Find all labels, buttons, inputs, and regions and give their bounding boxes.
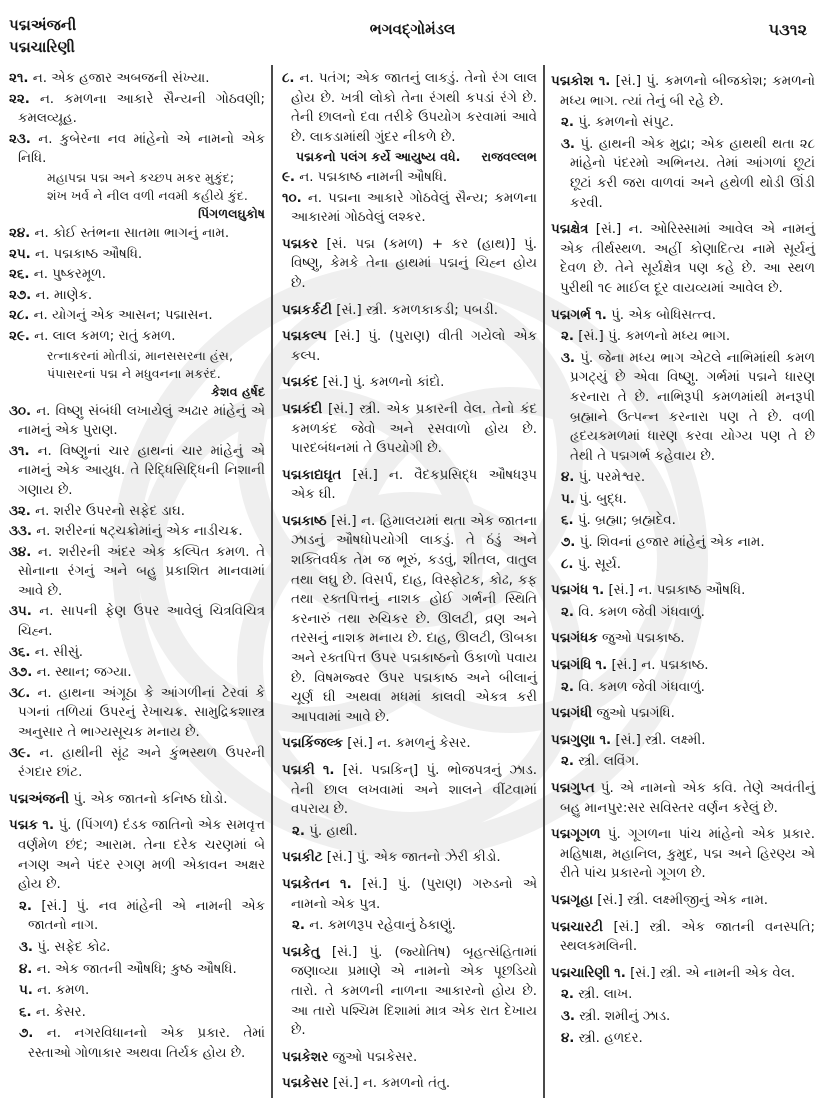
dictionary-entry: [282, 875, 537, 914]
sub-sense: [561, 1007, 815, 1027]
definition: પું. હાથની એક મુદ્રા; એક હાથથી થતા ૨૮ માંહેનો પંદરમો અભિનય. તેમાં આંગળાં છૂટાં છૂટાં કરી જરા વાળવાં અને હથેળી થોડી ઊંડી કરવી.: [570, 136, 815, 211]
definition: ન. કોઈ સ્તંભના સાતમા ભાગનું નામ.: [34, 225, 230, 241]
dictionary-entry: [282, 734, 537, 754]
headword: પદ્મચારિણી: [551, 965, 610, 981]
definition: [સં.] સ્ત્રી. એક પ્રકારની વેલ. તેનો કંદ કમળકંદ જેવો અને રસવાળો હોય છે. પારદબંધનમાં તે ઉપયોગી છે.: [291, 401, 537, 457]
sense-number: ૧.: [595, 658, 608, 674]
dictionary-entry: [282, 327, 537, 366]
definition: ન. પદ્મકાષ્ઠ ઔષધિ.: [35, 246, 143, 262]
sub-sense: [19, 938, 265, 958]
headword: પદ્મકેસર: [282, 1076, 329, 1092]
headword: પદ્મકાષ્ઠ: [282, 513, 327, 529]
sense-number: ૨.: [561, 604, 574, 620]
sense-number: ૧૦.: [282, 190, 302, 206]
definition: ન. હાથના અંગૂઠા કે આંગળીનાં ટેરવાં કે પગનાં તળિયાં ઉપરનું રેખાચક્ર. સામુદ્રિકશાસ્ત્ર અનુસાર તે ભાગ્યસૂચક મનાય છે.: [18, 685, 265, 741]
quote-attribution: પિંગળલઘુકોષ: [198, 205, 265, 221]
sub-sense: [19, 1003, 265, 1023]
headword: પદ્મકેશર: [282, 1049, 329, 1065]
verse-quote: રત્નાકરનાં મોતીડાં, માનસસરના હંસ,: [47, 347, 234, 363]
sense-number: ૫.: [561, 491, 575, 507]
definition: પું. બ્રહ્મા; બ્રહ્મદેવ.: [577, 513, 676, 529]
sense: [282, 189, 537, 228]
sub-sense: [19, 960, 265, 980]
definition: પું. (પિંગળ) દંડક જાતિનો એક સમવૃત્ત વર્ણમેળ છંદ; આરામ. તેના દરેક ચરણમાં બે નગણ અને પંદર રગણ મળી એકાવન અક્ષર હોય છે.: [18, 818, 265, 893]
sense-number: ૭.: [19, 1026, 34, 1042]
dictionary-entry: [282, 466, 537, 505]
dictionary-entry: [282, 761, 537, 820]
definition: [સં.] ન. વૈદકપ્રસિદ્ધ ઔષધરૂપ એક ઘી.: [291, 467, 537, 503]
definition: [સં.] પું. (જ્યોતિષ) બૃહત્સંહિતામાં જણાવ્યા પ્રમાણે એ નામનો એક પૂછડિયો તારો. તે કમળની નાળના આકારનો હોય છે. આ તારો પશ્ચિમ દિશામાં માત્ર એક રાત દેખાય છે.: [291, 944, 537, 1039]
sense: [9, 744, 265, 783]
sense-number: ૪.: [19, 961, 33, 977]
definition: [સં.] ન. કમળનો તંતુ.: [332, 1076, 451, 1092]
sense-number: ૧.: [322, 763, 335, 778]
definition: પું. એક બોધિસત્ત્વ.: [611, 307, 716, 323]
definition: પું. સૂર્ય.: [577, 556, 621, 572]
headword: પદ્મકેતુ: [282, 944, 320, 960]
sense-number: ૨૪.: [9, 225, 31, 241]
definition: ન. યોગનું એક આસન; પદ્માસન.: [33, 308, 213, 324]
headword: પદ્મગૂગળ: [551, 827, 601, 843]
definition: પું. ગૂગળના પાંચ માંહેનો એક પ્રકાર. મહિષાક્ષ, મહાનિલ, કુમુદ, પદ્મ અને હિરણ્ય એ રીતે પાંચ પ્રકારનો ગૂગળ છે.: [560, 827, 815, 882]
sub-sense: [561, 1029, 815, 1049]
sub-sense: [561, 511, 815, 531]
definition: ન. હાથીની સૂંઢ અને કુંભસ્થળ ઉપરની રંગદાર છાંટ.: [18, 745, 265, 781]
definition: [સં.] સ્ત્રી. લક્ષ્મી.: [615, 732, 706, 748]
definition: [સં.] સ્ત્રી. કમળકાકડી; પબડી.: [336, 302, 498, 318]
sense: [9, 224, 265, 244]
definition: [સં.] પું. એક જાતનો ઝેરી કીડો.: [326, 850, 501, 866]
dictionary-entry: [282, 301, 537, 321]
definition: ન. પદ્મકાષ્ઠ નામની ઔષધિ.: [299, 169, 448, 185]
dictionary-entry: [551, 731, 815, 751]
headword: પદ્મક: [9, 818, 38, 834]
sense-number: ૧.: [340, 876, 352, 892]
sense-number: ૩૫.: [9, 604, 32, 620]
definition: [સં.] પું. કમળનો કાંદો.: [322, 375, 445, 391]
dictionary-entry: [551, 918, 815, 957]
dictionary-entry: [282, 235, 537, 294]
definition: ન. એક જાતની ઔષધિ; કુષ્ઠ ઔષધિ.: [36, 961, 237, 977]
sub-sense: [19, 897, 265, 936]
sense-number: ૨૧.: [9, 71, 29, 86]
definition: ન. પતંગ; એક જાતનું લાકડું. તેનો રંગ લાલ હોય છે. ખત્રી લોકો તેના રંગથી કપડાં રંગે છે. તેની છાલનો દવા તરીકે ઉપયોગ કરવામાં આવે છે. લાકડામાંથી ગુંદર નીકળે છે.: [291, 71, 537, 145]
definition: સ્ત્રી. લાખ.: [578, 987, 633, 1003]
guide-word-first: પદ્મઅંજની: [9, 16, 77, 34]
sense-number: ૨.: [292, 918, 305, 934]
sense-number: ૧.: [598, 74, 611, 89]
sub-sense: [561, 752, 815, 772]
definition: પું. સફેદ કોઢ.: [37, 939, 111, 955]
sense-number: ૩૨.: [9, 503, 31, 519]
sense-number: ૩૬.: [9, 644, 31, 660]
dictionary-entry: [551, 825, 815, 884]
sense-number: ૪.: [561, 470, 575, 486]
dictionary-entry: [551, 306, 815, 326]
definition: [સં.] સ્ત્રી. એ નામની એક વેલ.: [630, 965, 796, 981]
headword: પદ્મકેતન: [282, 876, 330, 892]
definition: સ્ત્રી. શમીનું ઝાડ.: [579, 1008, 671, 1024]
sense-number: ૨૬.: [9, 267, 30, 283]
sense-number: ૩૭.: [9, 665, 33, 681]
headword: પદ્મગુપ્ત: [551, 781, 595, 796]
definition: [સં.] ન. કમળનું કેસર.: [347, 736, 471, 752]
sense-number: ૨૩.: [9, 131, 31, 147]
sub-sense: [561, 555, 815, 575]
definition: સ્ત્રી. હળદર.: [578, 1030, 643, 1046]
column-divider: [271, 65, 273, 1098]
dictionary-entry: [282, 848, 537, 868]
sense-number: ૨.: [561, 329, 574, 345]
column-3: [551, 68, 815, 1048]
headword: પદ્મકીટ: [282, 850, 323, 866]
sub-sense: [561, 135, 815, 213]
definition: પું. એક જાતનો કનિષ્ઠ ઘોડો.: [73, 791, 228, 807]
definition: વિ. કમળ જેવી ગંધવાળું.: [578, 604, 705, 620]
sense: [282, 168, 537, 188]
verse-quote-line: [282, 147, 537, 167]
definition: ન. સ્થાન; જગ્યા.: [36, 665, 132, 681]
dictionary-entry: [551, 581, 815, 601]
sub-sense: [561, 678, 815, 698]
sense-number: ૩૩.: [9, 524, 32, 540]
dictionary-entry: [551, 656, 815, 676]
sense: [9, 265, 265, 285]
headword: પદ્મગંધ: [551, 583, 589, 599]
dictionary-entry: [282, 1074, 537, 1094]
headword: પદ્મકોશ: [551, 74, 594, 89]
sense: [9, 643, 265, 663]
sense-number: ૩.: [561, 1008, 576, 1024]
sense-number: ૨.: [292, 823, 305, 839]
definition: ન. નગરવિધાનનો એક પ્રકાર. તેમાં રસ્તાઓ ગોળાકાર અથવા તિર્યક હોય છે.: [28, 1026, 265, 1061]
sense: [9, 684, 265, 743]
dictionary-entry: [282, 1048, 537, 1068]
definition: [સં.] ન. ઓરિસ્સામાં આવેલ એ નામનું એક તીર્થસ્થળ. અહીં કોણાદિત્ય નામે સૂર્યનું દેવળ છે. તેને સૂર્યક્ષેત્ર પણ કહે છે. આ સ્થળ પુરીથી ૧૯ માઈલ દૂર વાયવ્યમાં આવેલ છે.: [560, 222, 815, 296]
sub-sense: [561, 327, 815, 347]
sub-sense: [561, 533, 815, 553]
definition: ન. કુબેરના નવ માંહેનો એ નામનો એક નિધિ.: [18, 131, 266, 167]
sense-number: ૩૦.: [9, 403, 32, 419]
dictionary-entry: [282, 512, 537, 728]
sub-sense: [561, 349, 815, 467]
sub-sense: [561, 113, 815, 133]
sense-number: ૪.: [561, 1030, 575, 1046]
definition: [સં.] પું. કમળનો મધ્ય ભાગ.: [578, 329, 731, 345]
definition: [સં. પદ્મ (કમળ) + કર (હાથ)] પું. વિષ્ણુ, કેમકે તેના હાથમાં પદ્મનું ચિહ્ન હોય છે.: [291, 236, 537, 291]
column-2: [282, 68, 537, 1094]
headword: પદ્મગર્ભ: [551, 307, 591, 323]
page-number: ૫૩૧૨: [768, 20, 807, 39]
definition: પું. શિવનાં હજાર માંહેનું એક નામ.: [579, 535, 765, 551]
sense-number: ૨૨.: [9, 91, 30, 107]
sense-number: ૬.: [19, 1004, 32, 1020]
dictionary-entry: [9, 816, 265, 894]
definition: પું. પરમેશ્વર.: [578, 470, 646, 486]
headword: પદ્મગુણા: [551, 732, 596, 748]
dictionary-entry: [551, 220, 815, 298]
definition: ન. કમળના આકારે સૈન્યની ગોઠવણી; કમલવ્યૂહ.: [18, 91, 265, 127]
definition: ન. કેસર.: [35, 1004, 86, 1020]
sense-number: ૭.: [561, 535, 576, 551]
sense-number: ૧.: [599, 732, 612, 748]
headword: પદ્મકિંજલ્ક: [282, 736, 343, 752]
dictionary-entry: [282, 373, 537, 393]
verse-quote: પદ્મકનો પલંગ કર્યે આયુષ્ય વધે.: [296, 149, 461, 165]
definition: ન. શરીરનાં ષટ્ચક્રોમાંનું એક નાડીચક્ર.: [36, 524, 243, 540]
sense: [9, 245, 265, 265]
definition: ન. શરીર ઉપરનો સફેદ ડાઘ.: [35, 503, 185, 519]
definition: પું. બુદ્ધ.: [579, 491, 627, 507]
sense-number: ૫.: [19, 983, 33, 999]
sense-number: ૨૮.: [9, 308, 30, 324]
headword: પદ્મઅંજની: [9, 791, 70, 807]
definition: [સં.] પું. (પુરાણ) વીતી ગયેલો એક કલ્પ.: [291, 329, 537, 364]
headword: પદ્મકલ્પ: [282, 329, 327, 345]
definition: ન. સાપની ફેણ ઉપર આવેલું ચિત્રવિચિત્ર ચિહ્ન.: [18, 604, 265, 640]
sub-sense: [292, 822, 537, 842]
sub-sense: [292, 916, 537, 936]
definition: પું. કમળનો સંપુટ.: [578, 115, 674, 131]
sense-number: ૩૧.: [9, 443, 30, 459]
headword: પદ્મક્ષેત્ર: [551, 222, 589, 238]
sense-number: ૨૫.: [9, 246, 31, 262]
sense: [9, 130, 265, 169]
sub-sense: [19, 981, 265, 1001]
definition: [સં.] ન. પદ્મકાષ્ઠ.: [611, 658, 709, 674]
verse-quote: મહાપદ્મ પદ્મ અને કચ્છપ મકર મુકુંદ;: [47, 169, 235, 185]
headword: પદ્મકંદી: [282, 401, 323, 417]
definition: ન. માણેક.: [35, 287, 93, 303]
headword: પદ્મચારટી: [551, 919, 603, 935]
sub-sense: [561, 490, 815, 510]
cross-reference: જુઓ પદ્મકેસર.: [332, 1049, 418, 1065]
definition: ન. સીસું.: [34, 644, 84, 660]
definition: [સં.] ન. પદ્મકાષ્ઠ ઔષધિ.: [608, 583, 746, 599]
cross-reference: જુઓ પદ્મગંધિ.: [596, 706, 675, 722]
headword: પદ્મગંધક: [551, 631, 598, 647]
sense: [9, 402, 265, 441]
sense: [9, 663, 265, 683]
definition: સ્ત્રી. લવિંગ.: [578, 754, 640, 770]
sense: [9, 90, 265, 129]
definition: [સં.] પું. કમળનો બીજકોશ; કમળનો મધ્ય ભાગ. ત્યાં તેનું બી રહે છે.: [560, 74, 815, 109]
sense-number: ૨.: [561, 679, 574, 695]
definition: પું. એ નામનો એક કવિ. તેણે અવંતીનું બહુ માનપુર:સર સવિસ્તર વર્ણન કરેલું છે.: [560, 781, 815, 816]
headword: પદ્મકંદ: [282, 375, 319, 391]
definition: ન. પદ્મના આકારે ગોઠવેલું સૈન્ય; કમળના આકારમાં ગોઠવેલું લશ્કર.: [291, 190, 537, 226]
sense: [282, 69, 537, 147]
definition: ન. કમળ.: [37, 983, 90, 999]
headword: પદ્મકર: [282, 236, 318, 252]
sense-number: ૩.: [561, 350, 576, 366]
headword: પદ્મકર્કટી: [282, 302, 332, 318]
sense-number: ૨.: [19, 898, 32, 914]
sense-number: ૧.: [42, 818, 55, 834]
book-title: ભગવદ્ગોમંડલ: [369, 20, 456, 38]
sense-number: ૩.: [561, 136, 576, 152]
definition: પું. હાથી.: [309, 823, 358, 839]
dictionary-entry: [9, 790, 265, 810]
sense: [9, 306, 265, 326]
quote-attribution: રાજવલ્લભ: [481, 149, 537, 165]
headword: પદ્મગંધિ: [551, 658, 592, 674]
sense-number: ૨૭.: [9, 287, 32, 303]
sense: [9, 543, 265, 602]
headword: પદ્મગૃહા: [551, 892, 594, 908]
sense-number: ૩.: [19, 939, 34, 955]
sense-number: ૮.: [282, 71, 295, 86]
definition: ન. લાલ કમળ; રાતું કમળ.: [34, 328, 176, 344]
headword: પદ્મકાદ્યઘૃત: [282, 467, 342, 483]
sub-sense: [561, 468, 815, 488]
definition: ન. કમળરૂપ રહેવાનું ઠેકાણું.: [309, 918, 456, 934]
sense-number: ૮.: [561, 556, 574, 572]
dictionary-entry: [551, 72, 815, 111]
definition: પું. જેના મધ્ય ભાગ એટલે નાભિમાંથી કમળ પ્રગટ્યું છે એવા વિષ્ણુ. ગર્ભમાં પદ્મને ધારણ કરનારા તે છે. નાભિરૂપી કમળમાંથી મનરૂપી બ્રહ્માને ઉત્પન્ન કરનારા પણ તે છે. વળી હૃદયકમળમાં ધારણ કરવા યોગ્ય પણ તે છે તેથી તે પદ્મગર્ભ કહેવાય છે.: [570, 350, 815, 464]
sense: [9, 69, 265, 89]
guide-word-last: પદ્મચારિણી: [9, 38, 75, 56]
definition: ન. વિષ્ણુનાં ચાર હાથનાં ચાર માંહેનું એ નામનું એક આયુધ. તે રિદ્ધિસિદ્ધિની નિશાની ગણાય છે.: [18, 443, 265, 498]
sense-number: ૨.: [561, 115, 574, 131]
sense: [9, 442, 265, 501]
dictionary-entry: [551, 891, 815, 911]
sense-number: ૩૪.: [9, 544, 32, 560]
sense: [9, 286, 265, 306]
definition: ન. વિષ્ણુ સંબંધી લખાયેલું અઢાર માંહેનું એ નામનું એક પુરાણ.: [18, 403, 265, 439]
column-divider: [543, 65, 545, 1098]
sub-sense: [19, 1024, 265, 1063]
sense-number: ૯.: [282, 169, 296, 185]
definition: [સં.] ન. હિમાલયમાં થતા એક જાતના ઝાડનું ઔષધોપયોગી લાકડું. તે ઠંડું અને શક્તિવર્ધક તેમ જ ભૂરું, કડવું, શીતલ, વાતુલ તથા લઘુ છે. વિસર્પ, દાહ, વિસ્ફોટક, કોઢ, કફ તથા રક્તપિત્તનું નાશક હોઈ ગર્ભની સ્થિતિ કરનારું તથા રુચિકર છે. ઊલટી, વ્રણ અને તરસનું નાશક મનાય છે. દાહ, ઊલટી, ઊબકા અને રક્તપિત્ત ઉપર પદ્મકાષ્ઠનો ઉકાળો પવાય છે. વિષમજ્વર ઉપર પદ્મકાષ્ઠ અને બીલાનું ચૂર્ણ ઘી અથવા મધમાં કાલવી એકત્ર કરી આપવામાં આવે છે.: [291, 513, 537, 725]
sense: [9, 502, 265, 522]
column-1: [9, 68, 265, 1064]
sense-number: ૧.: [595, 307, 607, 323]
sense-number: ૨.: [561, 987, 574, 1003]
sense-number: ૨૯.: [9, 328, 30, 344]
verse-quote: શંખ ખર્વ ને નીલ વળી નવમી કહીયે કુંદ.: [47, 187, 248, 203]
dictionary-entry: [282, 943, 537, 1041]
headword: પદ્મકી: [282, 763, 315, 778]
dictionary-entry: [551, 779, 815, 818]
dictionary-entry: [282, 400, 537, 459]
definition: ન. શરીરની અંદર એક કલ્પિત કમળ. તે સોનાના રંગનું અને બહુ પ્રકાશિત માનવામાં આવે છે.: [18, 544, 265, 599]
sense-number: ૬.: [561, 513, 574, 529]
headword: પદ્મગંધી: [551, 706, 593, 722]
dictionary-entry: [551, 629, 815, 649]
dictionary-entry: [551, 704, 815, 724]
definition: ન. એક હજાર અબજની સંખ્યા.: [32, 71, 210, 86]
definition: [સં. પદ્મકિન્] પું. ભોજપત્રનું ઝાડ. તેની છાલ લખવામાં અને શાલને વીંટવામાં વપરાય છે.: [291, 763, 537, 818]
sense-number: ૨.: [561, 754, 574, 770]
definition: [સં.] પું. નવ માંહેની એ નામની એક જાતનો નાગ.: [28, 898, 265, 934]
definition: ન. પુષ્કરમૂળ.: [33, 267, 106, 283]
definition: [સં.] સ્ત્રી. એક જાતની વનસ્પતિ; સ્થલકમલિની.: [560, 919, 815, 955]
definition: [સં.] પું. (પુરાણ) ગરુડનો એ નામનો એક પુત્ર.: [291, 876, 537, 912]
definition: વિ. કમળ જેવી ગંધવાળું.: [578, 679, 705, 695]
sense: [9, 327, 265, 347]
verse-quote: પંપાસરનાં પદ્મ ને મધુવનના મકરંદ.: [47, 365, 221, 381]
sense: [9, 522, 265, 542]
sub-sense: [561, 603, 815, 623]
sub-sense: [561, 985, 815, 1005]
quote-attribution: કેશવ હર્ષદ: [211, 383, 265, 399]
definition: [સં.] સ્ત્રી. લક્ષ્મીજીનું એક નામ.: [597, 892, 769, 908]
sense-number: ૩૮.: [9, 685, 31, 701]
sense-number: ૧.: [592, 583, 605, 599]
sense: [9, 602, 265, 641]
dictionary-entry: [551, 964, 815, 984]
sense-number: ૩૯.: [9, 745, 31, 761]
sense-number: ૧.: [614, 965, 626, 981]
cross-reference: જુઓ પદ્મકાષ્ઠ.: [601, 631, 685, 647]
